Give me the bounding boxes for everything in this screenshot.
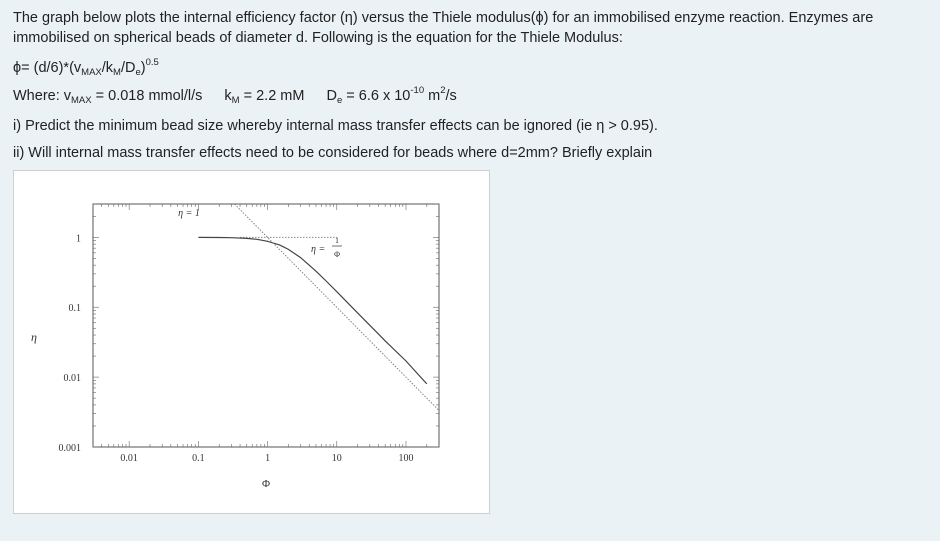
x-tick-label: 0.1 — [192, 453, 205, 464]
svg-text:η =: η = — [311, 244, 326, 255]
parameters-line: Where: $v_{MAX} = 0.018$ mmol/l/s $k_M = 2.2$ mM $D_e = 6.6$ x $10^{-10}$ $m^2/s$ — [13, 85, 457, 106]
x-tick-label: 10 — [331, 453, 342, 464]
thiele-equation: $\phi= (d/6)*(v_{MAX}/k_M/D_e)^{0.5}$ — [13, 57, 159, 78]
question-part-i: i) Predict the minimum bead size whereby internal mass transfer effects can be ignored (ie η > 0.95). — [13, 118, 658, 134]
question-part-ii: ii) Will internal mass transfer effects need to be considered for beads where d=2mm? Briefly explain — [13, 145, 653, 161]
asymptote-eta-inv-phi — [235, 204, 440, 411]
y-tick-label: 0.01 — [63, 373, 81, 385]
x-tick-label: 1 — [265, 453, 271, 464]
chart-figure — [13, 170, 490, 514]
y-tick-label: 0.1 — [68, 303, 81, 315]
x-tick-label: 0.01 — [120, 453, 138, 464]
y-axis-label: η — [31, 330, 37, 344]
annotation-eta-1: η = 1 — [178, 208, 200, 219]
annotation-eta-inv-phi — [311, 236, 342, 259]
effectiveness-chart — [14, 171, 489, 513]
question-intro: The graph below plots the internal efficiency factor (η) versus the Thiele modulus(ϕ) for an immobilised enzyme reaction. Enzymes are immobilised on spherical beads of diameter d. Following is the equation for the Thiele Modulus: — [13, 10, 874, 46]
svg-text:1: 1 — [335, 236, 339, 245]
y-tick-label: 1 — [76, 233, 81, 245]
effectiveness-curve — [198, 237, 426, 384]
x-axis-label: Φ — [261, 478, 271, 490]
y-tick-label: 0.001 — [58, 443, 81, 454]
x-tick-label: 100 — [398, 453, 414, 464]
svg-text:Φ: Φ — [334, 250, 340, 259]
